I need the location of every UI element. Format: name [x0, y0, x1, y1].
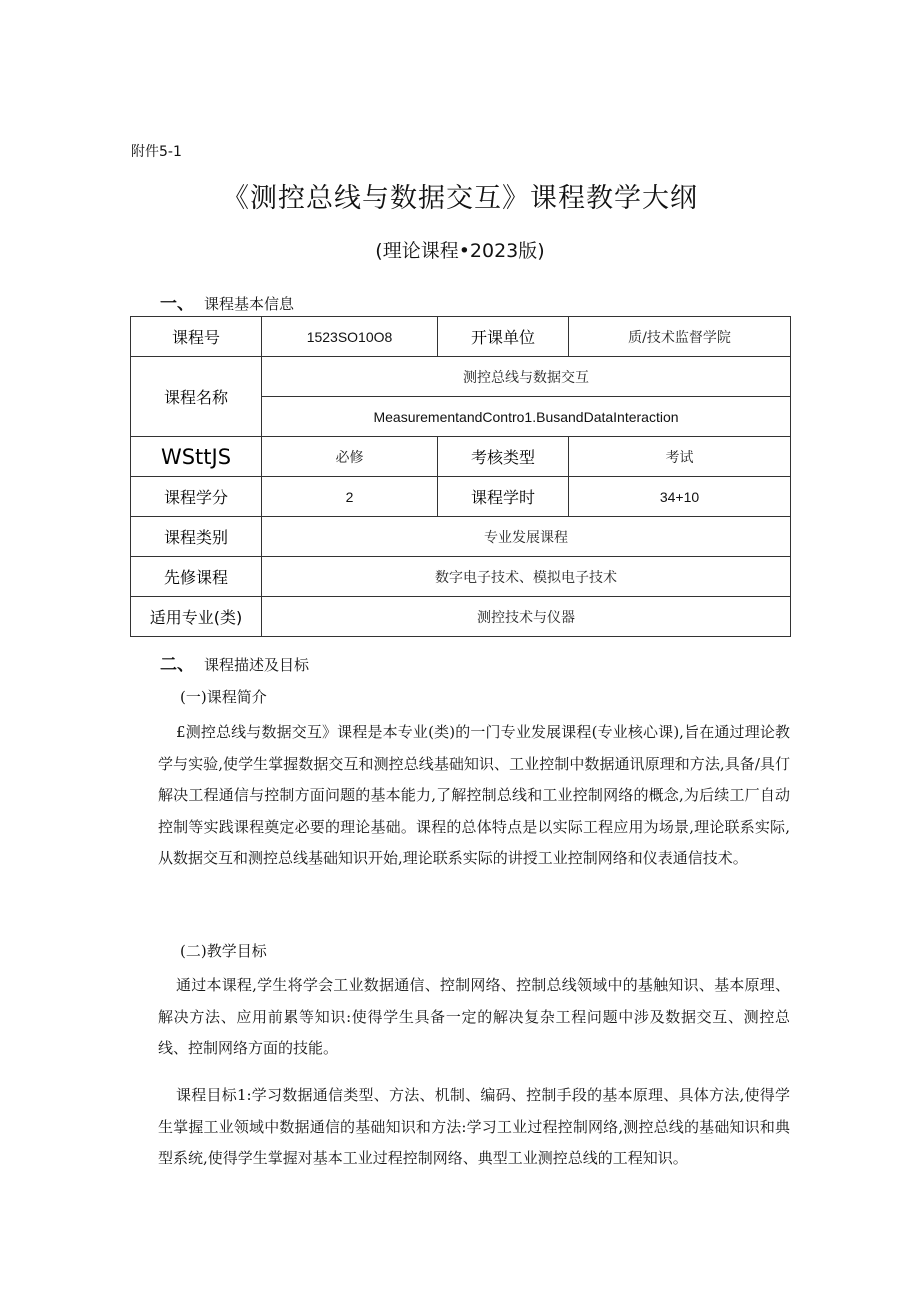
prereq-value: 数字电子技术、模拟电子技术 — [262, 557, 791, 597]
intro-text: £测控总线与数据交互》课程是本专业(类)的一门专业发展课程(专业核心课),旨在通过理论教学与实验,使学生掌握数据交互和测控总线基础知识、工业控制中数据通讯原理和方法,具备/具仃解决工程通信与控制方面问题的基本能力,了解控制总线和工业控制网络的概念,为后续工厂自动控制等实践课程奠定必要的理论基础。课程的总体特点是以实际工程应用为场景,理论联系实际,从数据交互和测控总线基础知识开始,理论联系实际的讲授工业控制网络和仪表通信技术。 — [158, 723, 790, 867]
table-row — [131, 597, 791, 637]
hours-label: 课程学时 — [438, 477, 569, 517]
intro-heading: (一)课程简介 — [180, 688, 267, 706]
course-code-value: 1523SO10O8 — [262, 317, 438, 357]
category-label: 课程类别 — [131, 517, 262, 557]
goals-paragraph — [158, 970, 790, 1065]
table-row — [131, 357, 791, 397]
page-title: 《测控总线与数据交互》课程教学大纲 — [222, 183, 698, 214]
table-row — [131, 477, 791, 517]
major-value: 测控技术与仪器 — [262, 597, 791, 637]
major-label: 适用专业(类) — [131, 597, 262, 637]
assess-value: 考试 — [569, 437, 791, 477]
section-1-heading — [160, 289, 294, 314]
credit-label: 课程学分 — [131, 477, 262, 517]
category-value: 专业发展课程 — [262, 517, 791, 557]
table-row — [131, 437, 791, 477]
page-subtitle: (理论课程•2023版) — [375, 240, 545, 262]
hours-value: 34+10 — [569, 477, 791, 517]
course-info-table — [130, 316, 791, 637]
table-row — [131, 557, 791, 597]
course-name-en: MeasurementandContro1.BusandDataInteraction — [262, 397, 791, 437]
prereq-label: 先修课程 — [131, 557, 262, 597]
goal1-paragraph — [158, 1080, 790, 1175]
intro-paragraph — [158, 717, 790, 875]
goal1-text: 课程目标1:学习数据通信类型、方法、机制、编码、控制手段的基本原理、具体方法,使得学生掌握工业领域中数据通信的基础知识和方法:学习工业过程控制网络,测控总线的基础知识和典型系统,使得学生掌握对基本工业过程控制网络、典型工业测控总线的工程知识。 — [158, 1086, 790, 1167]
attachment-label: 附件5-1 — [131, 144, 182, 160]
course-type-label: WSttJS — [131, 437, 262, 477]
section-1-number: 一、 — [160, 294, 194, 314]
section-2-label: 课程描述及目标 — [204, 656, 310, 674]
table-row — [131, 517, 791, 557]
course-name-cn: 测控总线与数据交互 — [262, 357, 791, 397]
table-row — [131, 317, 791, 357]
goals-heading: (二)教学目标 — [180, 942, 267, 960]
course-type-value: 必修 — [262, 437, 438, 477]
section-2-number: 二、 — [160, 655, 194, 675]
credit-value: 2 — [262, 477, 438, 517]
section-1-label: 课程基本信息 — [204, 295, 295, 313]
goals-text: 通过本课程,学生将学会工业数据通信、控制网络、控制总线领域中的基触知识、基本原理、解决方法、应用前累等知识:使得学生具备一定的解决复杂工程问题中涉及数据交互、测控总线、控制网络方面的技能。 — [158, 976, 790, 1057]
assess-label: 考核类型 — [438, 437, 569, 477]
section-2-heading — [160, 650, 309, 675]
course-code-label: 课程号 — [131, 317, 262, 357]
course-name-label: 课程名称 — [131, 357, 262, 437]
dept-label: 开课单位 — [438, 317, 569, 357]
dept-value: 质/技术监督学院 — [569, 317, 791, 357]
